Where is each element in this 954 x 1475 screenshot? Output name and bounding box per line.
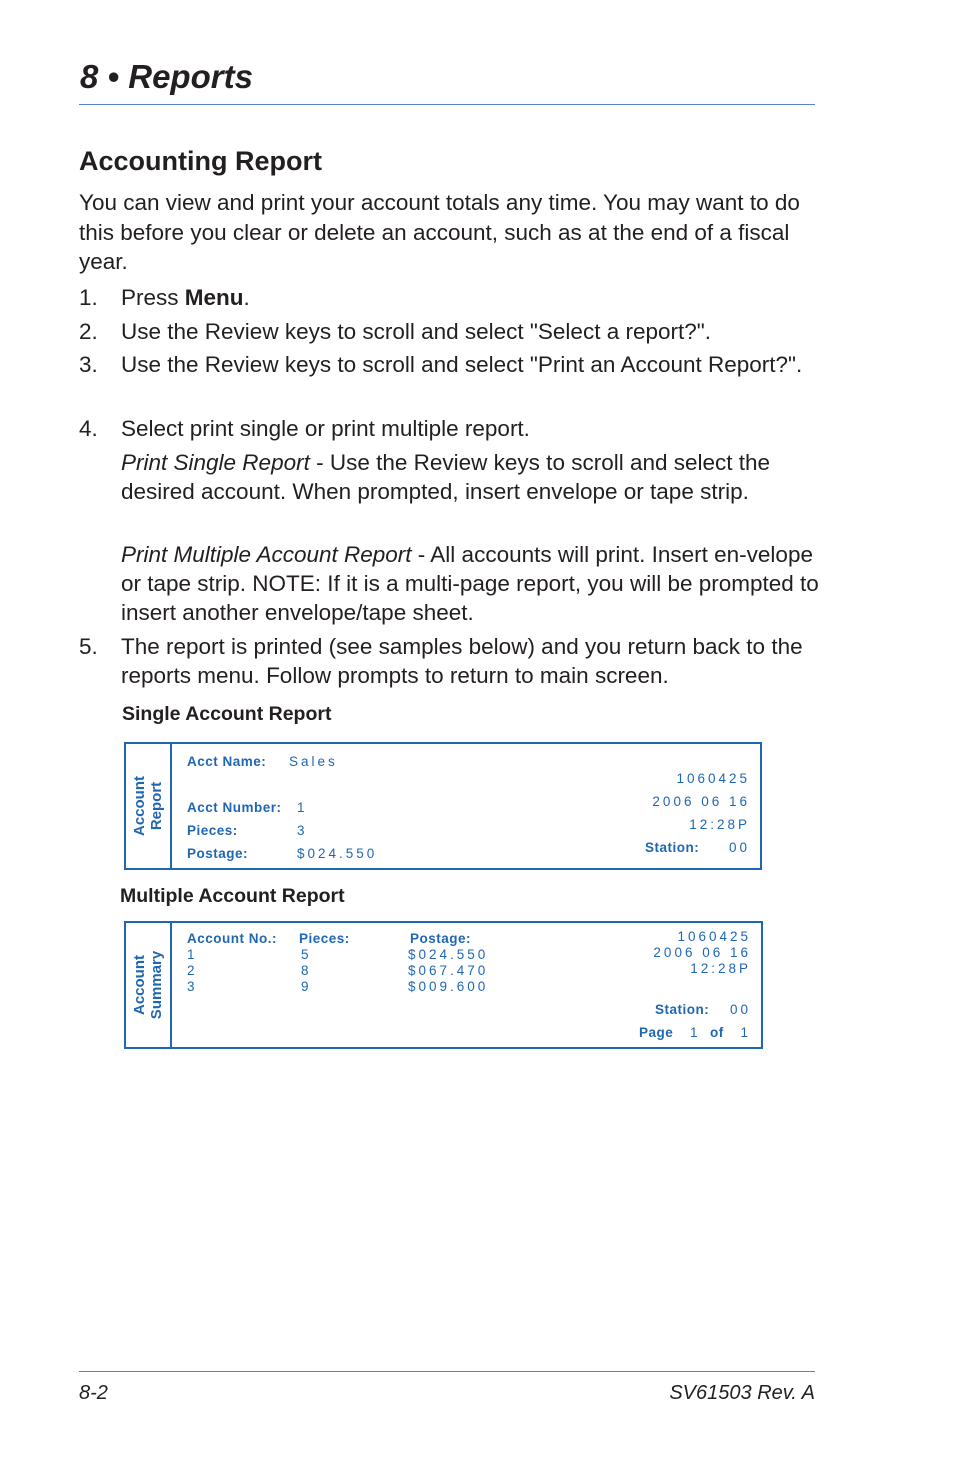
col-header-account: Account No.: — [187, 931, 277, 946]
page-current: 1 — [690, 1025, 701, 1040]
postage-label: Postage: — [187, 846, 249, 861]
pieces-value: 3 — [297, 823, 308, 838]
acct-number-label: Acct Number: — [187, 800, 282, 815]
report-id: 1060425 — [677, 929, 751, 944]
station-value: 00 — [728, 840, 750, 855]
acct-number-value: 1 — [297, 800, 308, 815]
col-header-pieces: Pieces: — [299, 931, 350, 946]
pieces-label: Pieces: — [187, 823, 238, 838]
step-text: Select print single or print multiple report. — [121, 416, 530, 441]
station-value: 00 — [729, 1002, 751, 1017]
document-id: SV61503 Rev. A — [669, 1382, 815, 1404]
page-total: 1 — [740, 1025, 751, 1040]
acct-name-label: Acct Name: — [187, 754, 267, 769]
footer-divider — [79, 1371, 815, 1372]
side-label-line2: Summary — [148, 950, 165, 1020]
row-3-postage: $009.600 — [408, 979, 489, 994]
report-date: 2006 06 16 — [652, 794, 750, 809]
report-side-label — [131, 951, 165, 1019]
row-3-pieces: 9 — [301, 979, 312, 994]
multiple-report-caption: Multiple Account Report — [120, 885, 345, 907]
report-time: 12:28P — [690, 961, 751, 976]
row-2-account: 2 — [187, 963, 198, 978]
step-text — [121, 283, 821, 312]
side-label-line1: Account — [131, 776, 148, 836]
side-label-line1: Account — [131, 955, 148, 1015]
acct-name-value: Sales — [289, 754, 338, 769]
step-text-post: . — [243, 285, 250, 310]
multiple-account-report — [124, 921, 763, 1049]
postage-value: $024.550 — [297, 846, 378, 861]
col-header-postage: Postage: — [410, 931, 472, 946]
page-label: Page — [639, 1025, 674, 1040]
step-number: 4. — [79, 416, 98, 441]
step-number: 3. — [79, 352, 98, 377]
step-text: Use the Review keys to scroll and select "Select a report?". — [121, 319, 711, 344]
row-2-pieces: 8 — [301, 963, 312, 978]
substep-multiple — [121, 540, 821, 627]
chapter-title: 8 • Reports — [80, 58, 253, 95]
header-divider — [79, 104, 815, 105]
station-label: Station: — [655, 1002, 710, 1017]
report-side-panel — [126, 744, 172, 868]
step-number: 5. — [79, 634, 98, 659]
row-1-account: 1 — [187, 947, 198, 962]
substep-single — [121, 448, 821, 506]
single-report-caption: Single Account Report — [122, 703, 332, 725]
station-label: Station: — [645, 840, 700, 855]
report-date: 2006 06 16 — [653, 945, 751, 960]
menu-key-label: Menu — [184, 285, 244, 310]
page-of-label: of — [710, 1025, 724, 1040]
intro-paragraph: You can view and print your account totals any time. You may want to do this before you clear or delete an account, such as at the end of a fiscal year. — [79, 190, 800, 274]
step-text: Use the Review keys to scroll and select "Print an Account Report?". — [121, 352, 803, 377]
row-3-account: 3 — [187, 979, 198, 994]
substep-label: Print Multiple Account Report — [121, 542, 412, 567]
step-text: The report is printed (see samples below) and you return back to the reports menu. Follow prompts to return to main screen. — [121, 634, 803, 688]
substep-text: - Use the Review keys to scroll and select the desired account. When prompted, insert envelope or tape strip. — [121, 450, 771, 504]
single-account-report — [124, 742, 762, 870]
side-label-line2: Report — [148, 781, 165, 831]
row-1-pieces: 5 — [301, 947, 312, 962]
page-number: 8-2 — [79, 1382, 108, 1404]
report-side-label — [131, 776, 165, 836]
section-title: Accounting Report — [79, 146, 322, 176]
report-side-panel — [126, 923, 172, 1047]
report-time: 12:28P — [689, 817, 750, 832]
step-number: 2. — [79, 319, 98, 344]
substep-label: Print Single Report — [121, 450, 310, 475]
substep-text: - All accounts will print. Insert en-velope or tape strip. NOTE: If it is a multi-page report, you will be prompted to insert another envelope/tape sheet. — [121, 542, 819, 625]
report-id: 1060425 — [676, 771, 750, 786]
row-1-postage: $024.550 — [408, 947, 489, 962]
step-number: 1. — [79, 285, 98, 310]
row-2-postage: $067.470 — [408, 963, 489, 978]
step-text-pre: Press — [121, 285, 185, 310]
